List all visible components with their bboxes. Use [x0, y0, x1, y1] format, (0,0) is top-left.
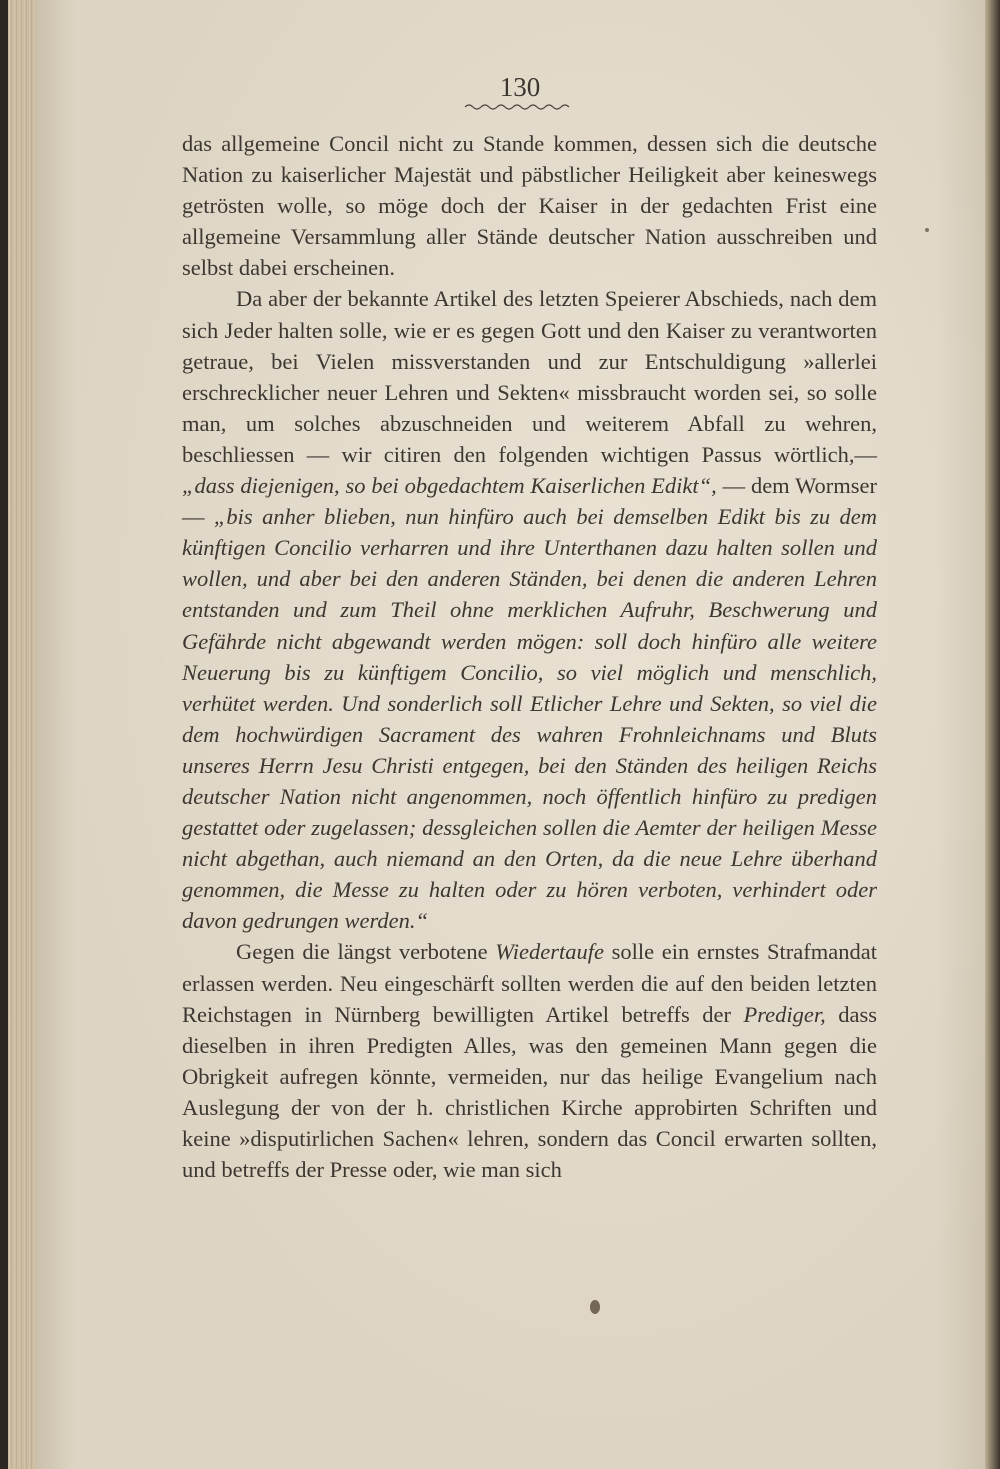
binding-edge [985, 0, 1000, 1469]
emphasis-run: Wiedertaufe [495, 939, 604, 965]
paper-speck [925, 228, 929, 232]
text-run: Da aber der bekannte Artikel des letzten Speierer Abschieds, nach dem sich Jeder halten solle, wie er es gegen Gott und den Kaiser zu verantworten getraue, bei Vielen missverstanden und zur Entschuldigung »allerlei erschrecklicher neuer Lehren und Sekten« missbraucht worden sei, so solle man, um solches abzuschneiden und weiterem Abfall zu wehren, beschliessen — wir citiren den folgenden wichtigen Passus wörtlich,— [182, 286, 877, 467]
quoted-text-run: „bis anher blieben, nun hinfüro auch bei demselben Edikt bis zu dem künftigen Concilio verharren und ihre Unterthanen dazu halten sollen und wollen, und aber bei den anderen Ständen, bei denen die anderen Lehren entstanden und zum Theil ohne merklichen Aufruhr, Beschwerung und Gefährde nicht abgewandt werden mögen: soll doch hinfüro alle weitere Neuerung bis zu künftigem Concilio, so viel möglich und menschlich, verhütet werden. Und sonderlich soll Etlicher Lehre und Sekten, so viel die dem hochwürdigen Sacrament des wahren Frohnleichnams und Bluts unseres Herrn Jesu Christi entgegen, bei den Ständen des heiligen Reichs deutscher Nation nicht angenommen, noch öffentlich hinfüro zu predigen gestattet oder zugelassen; dessgleichen sollen die Aemter der heiligen Messe nicht abgethan, auch niemand an den Orten, da die neue Lehre überhand genommen, die Messe zu halten oder zu hören verboten, verhindert oder davon gedrungen werden.“ [182, 504, 877, 934]
paragraph-2 [182, 283, 877, 936]
quoted-text-run: „dass diejenigen, so bei obgedachtem Kaiserlichen Edikt“, [182, 473, 717, 499]
body-text [182, 128, 877, 1185]
text-run: Gegen die längst verbotene [236, 939, 496, 965]
text-run: das allgemeine Concil nicht zu Stande kommen, dessen sich die deutsche Nation zu kaiserlicher Majestät und päbstlicher Heiligkeit aber keineswegs getrösten wolle, so möge doch der Kaiser in der gedachten Frist eine allgemeine Versammlung aller Stände deutscher Nation ausschreiben und selbst dabei erscheinen. [182, 131, 877, 281]
page-edge-stack [8, 0, 38, 1469]
paragraph-3 [182, 936, 877, 1185]
text-run: — dem Wormser — [182, 473, 878, 530]
text-run: dass dieselben in ihren Predigten Alles, was den gemeinen Mann gegen die Obrigkeit aufregen könnte, vermeiden, nur das heilige Evangelium nach Auslegung der von der h. christlichen Kirche approbirten Schriften und keine »disputirlichen Sachen« lehren, sondern das Concil erwarten sollten, und betreffs der Presse oder, wie man sich [182, 1001, 878, 1183]
ink-stain [590, 1300, 600, 1314]
text-run: solle ein ernstes Strafmandat erlassen werden. Neu eingeschärft sollten werden die auf den beiden letzten Reichstagen in Nürnberg bewilligten Artikel betreffs der [182, 939, 877, 1027]
emphasis-run: Prediger, [743, 1001, 826, 1027]
decorative-wavy-rule [463, 102, 573, 112]
paragraph-1 [182, 128, 877, 283]
page-number: 130 [499, 72, 541, 102]
